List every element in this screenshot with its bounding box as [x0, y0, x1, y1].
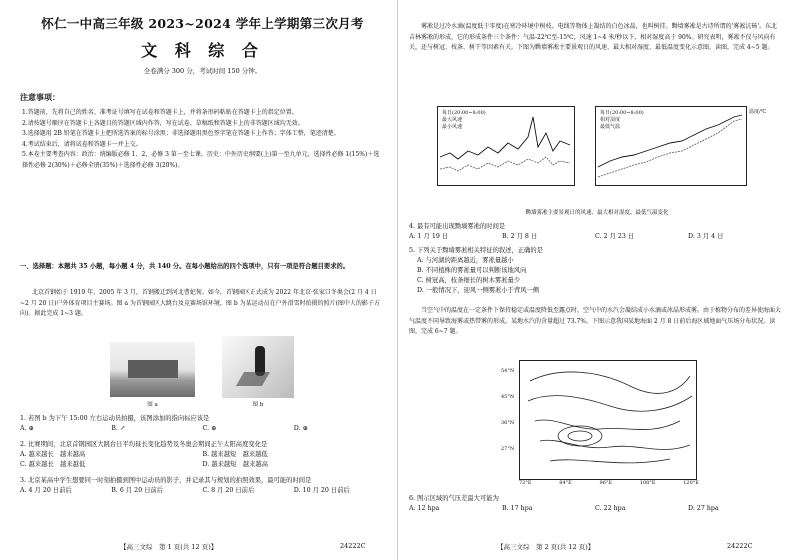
map-longitude-labels [519, 480, 699, 486]
chart-caption: 黝墙雾凇主要景观日的风速、最大相对湿度、最低气温变化 [525, 210, 669, 216]
notice-item: 4.考试结束后，请将试卷和答题卡一并上交。 [22, 140, 142, 148]
footer-code: 24222C [727, 542, 753, 550]
question-options [20, 450, 385, 460]
option-d: D. 一般情况下，迎风一侧雾凇小于背风一侧 [417, 287, 540, 294]
isobar [550, 459, 670, 463]
option-d: D. 10 月 20 日前后 [293, 487, 350, 494]
question-options [409, 232, 781, 242]
question-4 [409, 222, 781, 242]
isobar-map [519, 360, 697, 480]
option-b: B. 17 hpa [502, 505, 533, 512]
legend-item: 最低气温 [600, 124, 621, 130]
option-b: B. 6 月 20 日前后 [111, 487, 164, 494]
question-6 [409, 494, 781, 514]
question-stem: 1. 若图 b 为下午 15:00 左右运动员拍摄，该图添加的指向标应该是 [20, 415, 210, 422]
option-b: B. 不同植株的雾凇量可以判断该地风向 [417, 267, 527, 274]
lat-label: 36°N [501, 420, 515, 426]
option-c: C. 树冠高，枝条细长的树木雾凇量少 [417, 277, 521, 284]
notice-item: 2.请按题号顺序在答题卡上各题目的答题区域内作答，写在试卷、草稿纸和答题卡上的非答题区域均无效。 [22, 119, 304, 127]
passage-3: 当空气中的温度在一定条件下保持稳定或温度降低至露点时，空气中的水汽会凝结成小水滴或冰晶形成雾。由于植物分布的差异使海面大气温度不同导致海雾或热带雾的形成。某地水汽的含量超过 73.7%。下图示意我国某地海面 2 月 8 日前后海区域地面气压场分布状况。读图，完成 6~7 题。 [409, 307, 782, 335]
wind-chart-legend [442, 110, 486, 131]
option-a: A. 与河湖的距离越近，雾凇量越小 [417, 257, 514, 264]
question-5 [409, 246, 781, 296]
legend-title: 每日(20:00~8:00) [442, 110, 486, 116]
passage-2: 雾凇是过冷水滴(温度低于零度)在寒冷环境中树枝、电线等物体上凝结的白色冰晶，也叫树挂。黝墙雾凇是古诗所谓的'雾凇沆砀'。东北吉林雾凇的形成，它的形成条件三个条件：气温-22℃至-15℃，风速 1~4 米/秒以下，相对湿度高于 90%。研究表明，雾凇不仅与风向有关，还与树冠、枝条、树干等因素有关。下图为黝墙雾凇主要景观日的风速、最大相对湿度、最低温度变化示意图。读图，完成 4~5 题。 [409, 23, 777, 51]
map-latitude-labels [501, 358, 514, 462]
passage-1: 北京首钢始于 1919 年，2005 年 3 月，首钢搬迁到河北曹妃甸。如今，首钢园区正式成为 2022 年北京·张家口冬奥会(2 月 4 日~2 月 20 日)户外体育项目主赛场。图 a 为首钢园区大跳台及竞赛场馆环境，图 b 为某运动员在户外滑雪时拍摄的照片(图中人的影子方向)。据此完成 1~3 题。 [20, 289, 380, 317]
figure-a-caption: 图 a [147, 402, 158, 408]
pressure-center [568, 431, 592, 441]
lat-label: 45°N [501, 394, 515, 400]
question-stem: 2. 比赛期间，北京首钢园区大跳台日平均昼长变化趋势及冬奥会期间正午太阳高度变化是 [20, 441, 268, 448]
question-options [409, 504, 781, 514]
legend-title: 每日(20:00~8:00) [600, 110, 644, 116]
isobar [530, 372, 690, 393]
question-options [20, 424, 385, 434]
humidity-chart-ylabel: 温度/℃ [749, 109, 767, 115]
option-c: C. 2 月 23 日 [595, 233, 635, 240]
option-d: D. 越来越短 越来越高 [202, 461, 268, 468]
lon-label: 96°E [599, 480, 613, 486]
isobar [528, 396, 692, 412]
humidity-chart [595, 106, 747, 186]
footer-code: 24222C [340, 542, 366, 550]
question-options [20, 460, 385, 470]
option-d: D. ⊕ [293, 425, 308, 432]
option-d: D. 27 hpa [688, 505, 719, 512]
legend-item: 最小风速 [442, 124, 463, 130]
question-stem: 4. 最有可能出现黝墙雾凇的时间是 [409, 223, 506, 230]
lon-label: 72°E [519, 480, 532, 486]
notice-title: 注意事项： [20, 92, 60, 102]
option-list [409, 256, 781, 296]
notice-item: 5.本卷主要考查内容：政治：统编版必修 1、2，必修 3 第一至七课。历史：中外历史纲要(上)第一至九单元、选择性必修 1(15%)＋选择性必修 2(30%)＋必修全册(35%)＋选择性必修 3(20%)。 [22, 151, 380, 169]
option-a: A. 4 月 20 日前后 [20, 487, 72, 494]
question-stem: 3. 北京某高中学生想要同一时刻拍摄到图中运动员的影子，并记录其与规划的拍照效果，最可能的时间是 [20, 477, 312, 484]
option-a: A. ⊕ [20, 425, 34, 432]
exam-title: 怀仁一中高三年级 2023~2024 学年上学期第三次月考 [41, 16, 364, 31]
footer-page-label: 【高三文综 第 2 页(共 12 页)】 [497, 543, 595, 551]
question-1 [20, 414, 385, 434]
footer-page-label: 【高三文综 第 1 页(共 12 页)】 [120, 543, 218, 551]
section-heading: 一、选择题：本题共 35 小题，每小题 4 分，共 140 分。在每小题给出的四个选项中，只有一项是符合题目要求的。 [20, 263, 350, 270]
option-a: A. 越来越长 越来越高 [20, 451, 86, 458]
pressure-center [558, 426, 602, 446]
option-b: B. ↗ [111, 425, 126, 432]
option-b: B. 2 月 8 日 [502, 233, 538, 240]
legend-item: 最大风速 [442, 117, 463, 123]
score-line: 全卷满分 300 分，考试时间 150 分钟。 [143, 67, 262, 75]
lat-label: 27°N [501, 446, 515, 452]
option-b: B. 越来越短 越来越低 [202, 451, 268, 458]
option-a: A. 1 月 19 日 [409, 233, 449, 240]
humidity-chart-legend [600, 110, 644, 131]
question-stem: 6. 图示区域的气压差最大可能为 [409, 495, 499, 502]
legend-item: 相对湿度 [600, 117, 621, 123]
lon-label: 120°E [683, 480, 699, 486]
min-wind-line [440, 157, 570, 171]
notice-list [22, 108, 384, 171]
isobar [535, 420, 680, 430]
lon-label: 84°E [559, 480, 572, 486]
question-3 [20, 476, 385, 496]
notice-item: 1.答题前，先将自己的姓名、准考证号填写在试卷和答题卡上，并将条形码粘贴在答题卡上的指定位置。 [22, 109, 298, 116]
lat-label: 54°N [501, 368, 515, 374]
figure-b-caption: 图 b [252, 402, 264, 408]
figure-a-building [128, 360, 178, 378]
question-2 [20, 440, 385, 470]
lon-label: 108°E [639, 480, 656, 486]
option-a: A. 12 hpa [409, 505, 440, 512]
option-c: C. 22 hpa [595, 505, 626, 512]
option-c: C. ⊕ [202, 425, 217, 432]
question-stem: 5. 下列关于黝墙雾凇相关特征的叙述，正确的是 [409, 247, 543, 254]
wind-chart [437, 106, 575, 186]
option-c: C. 8 月 20 日前后 [202, 487, 255, 494]
right-page [397, 0, 794, 560]
isobar-map-svg [520, 361, 696, 479]
exam-subject: 文 科 综 合 [141, 41, 264, 60]
option-c: C. 越来越长 越来越低 [20, 461, 86, 468]
notice-item: 3.选择题用 2B 铅笔在答题卡上把所选答案的标号涂黑；非选择题用黑色签字笔在答题卡上作答；字体工整，笔迹清楚。 [22, 130, 340, 137]
option-d: D. 3 月 4 日 [688, 233, 724, 240]
question-options [20, 486, 385, 496]
